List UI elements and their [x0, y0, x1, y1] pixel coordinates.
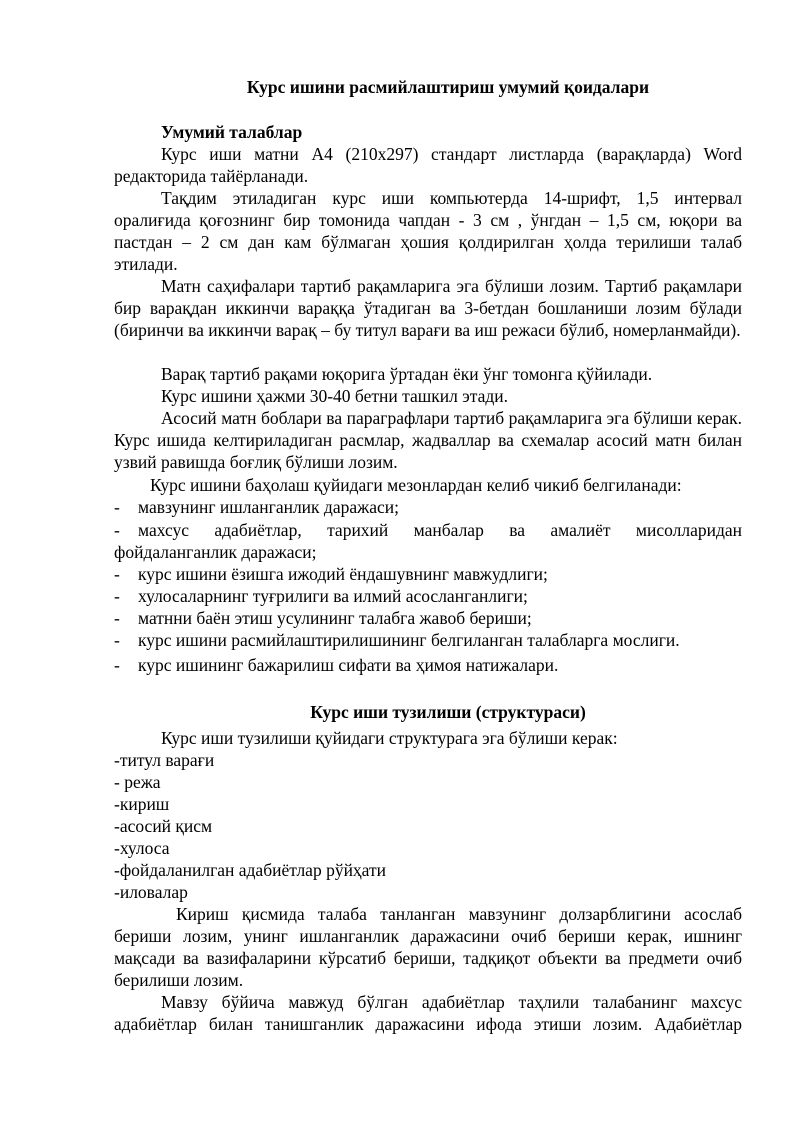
- structure-item: - режа: [114, 772, 161, 792]
- list-item: - хулосаларнинг туғрилиги ва илмий асосланганлиги;: [114, 586, 528, 606]
- structure-item: -асосий қисм: [114, 816, 213, 836]
- paragraph: Курс иши матни А4 (210х297) стандарт листларда (варақларда) Word редакторида тайёрланади.: [114, 144, 742, 186]
- paragraph: Варақ тартиб рақами юқорига ўртадан ёки ўнг томонга қўйилади.: [161, 364, 653, 384]
- paragraph: Асосий матн боблари ва параграфлари тартиб рақамларига эга бўлиши керак. Курс ишида келтириладиган расмлар, жадваллар ва схемалар асосий матн билан узвий равишда боғлиқ бўлиши лозим.: [114, 408, 742, 472]
- paragraph: Матн саҳифалари тартиб рақамларига эга бўлиши лозим. Тартиб рақамлари бир варақдан иккинчи вараққа ўтадиган ва 3-бетдан бошланиши лозим бўлади (биринчи ва иккинчи варақ – бу титул варағи ва иш режаси бўлиб, номерланмайди).: [114, 276, 742, 340]
- paragraph: Мавзу бўйича мавжуд бўлган адабиётлар таҳлили талабанинг махсус адабиётлар билан танишганлик даражасини ифода этиши лозим. Адабиётлар: [114, 992, 742, 1034]
- paragraph: Тақдим этиладиган курс иши компьютерда 14-шрифт, 1,5 интервал оралиғида қоғознинг бир томонида чапдан - 3 см , ўнгдан – 1,5 см, юқори ва пастдан – 2 см дан кам бўлмаган ҳошия қолдирилган ҳолда терилиши талаб этилади.: [114, 188, 742, 274]
- structure-item: -фойдаланилган адабиётлар рўйҳати: [114, 860, 387, 880]
- list-item: - мавзунинг ишланганлик даражаси;: [114, 497, 399, 517]
- structure-item: -кириш: [114, 794, 170, 814]
- structure-item: -хулоса: [114, 838, 170, 858]
- list-item: - курс ишини ёзишга ижодий ёндашувнинг мавжудлиги;: [114, 564, 548, 584]
- list-item: - курс ишини расмийлаштирилишининг белгиланган талабларга мослиги.: [114, 630, 680, 650]
- paragraph: Курс ишини ҳажми 30-40 бетни ташкил этади.: [161, 386, 508, 406]
- document-title: Курс ишини расмийлаштириш умумий қоидалари: [246, 77, 650, 97]
- list-item: - курс ишининг бажарилиш сифати ва ҳимоя натижалари.: [114, 655, 559, 675]
- list-item: - матнни баён этиш усулининг талабга жавоб бериши;: [114, 608, 532, 628]
- structure-item: -иловалар: [114, 882, 188, 902]
- structure-item: -титул варағи: [114, 750, 215, 770]
- structure-heading: Курс иши тузилиши (структураси): [310, 702, 586, 722]
- list-item: - махсус адабиётлар, тарихий манбалар ва амалиёт мисолларидан фойдаланганлик даражаси;: [114, 520, 742, 562]
- criteria-intro: Курс ишини баҳолаш қуйидаги мезонлардан келиб чикиб белгиланади:: [150, 475, 682, 495]
- structure-intro: Курс иши тузилиши қуйидаги структурага эга бўлиши керак:: [161, 728, 618, 748]
- paragraph: Кириш қисмида талаба танланган мавзунинг долзарблигини асослаб бериши лозим, унинг ишланганлик даражасини очиб бериши керак, ишнинг мақсади ва вазифаларини кўрсатиб бериши, тадқиқот объекти ва предмети очиб берилиши лозим.: [114, 904, 742, 990]
- general-requirements-heading: Умумий талаблар: [161, 122, 303, 142]
